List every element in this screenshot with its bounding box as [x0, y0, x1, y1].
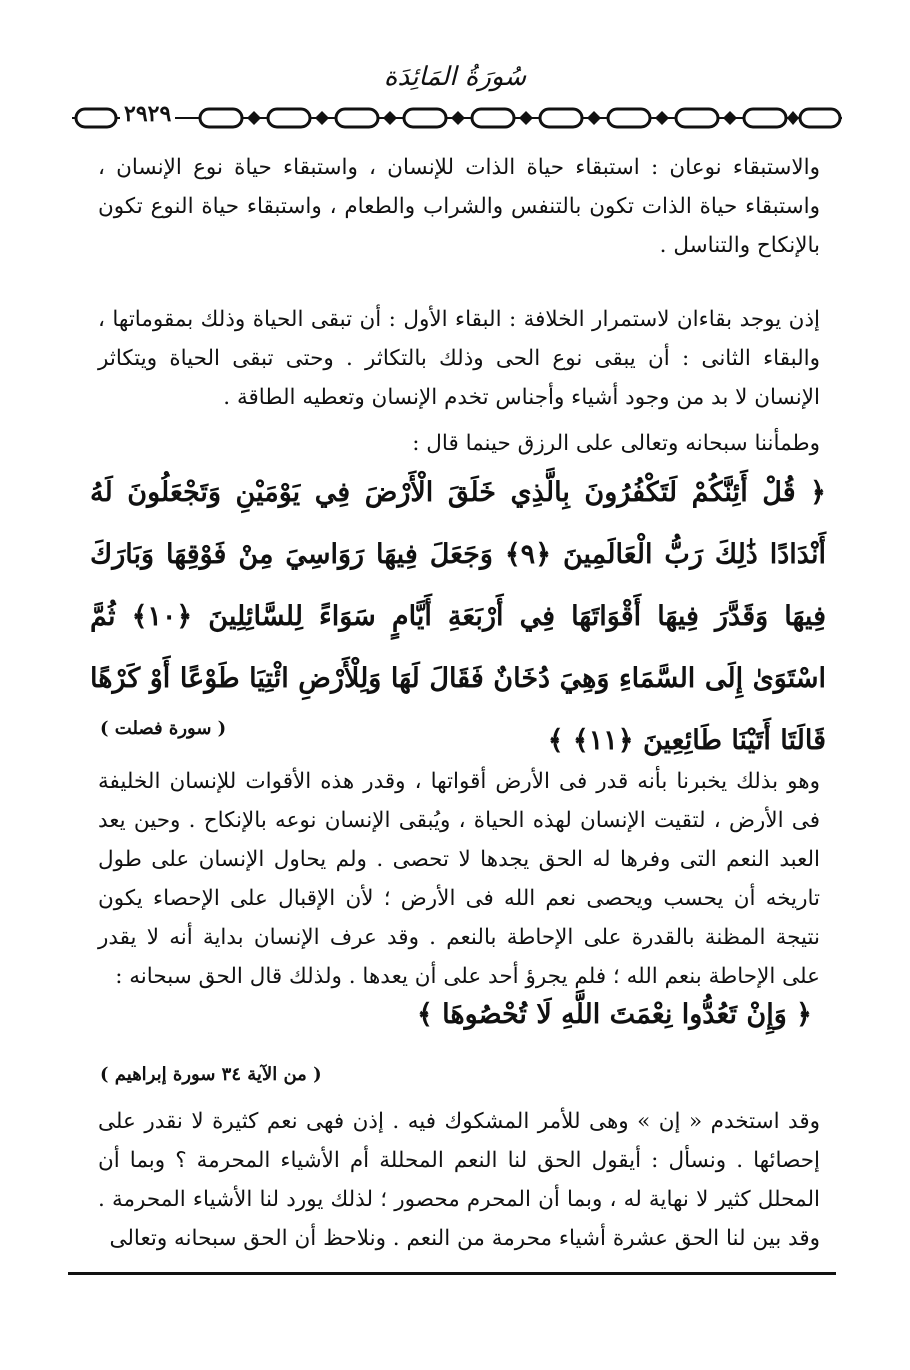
paragraph-3: وطمأننا سبحانه وتعالى على الرزق حينما قال :	[412, 431, 820, 456]
surah-title: سُورَةُ المَائِدَة	[383, 62, 527, 92]
page-number: ٢٩٢٩	[120, 101, 175, 127]
header-ornament-border	[72, 100, 842, 136]
quran-verse-fussilat: ﴿ قُلْ أَئِنَّكُمْ لَتَكْفُرُونَ بِالَّذِي خَلَقَ الْأَرْضَ فِي يَوْمَيْنِ وَتَجْعَلُونَ لَهُ أَنْدَادًا ذَٰلِكَ رَبُّ الْعَالَمِينَ ﴿٩﴾ وَجَعَلَ فِيهَا رَوَاسِيَ مِنْ فَوْقِهَا وَبَارَكَ فِيهَا وَقَدَّرَ فِيهَا أَقْوَاتَهَا فِي أَرْبَعَةِ أَيَّامٍ سَوَاءً لِلسَّائِلِينَ ﴿١٠﴾ ثُمَّ اسْتَوَىٰ إِلَى السَّمَاءِ وَهِيَ دُخَانٌ فَقَالَ لَهَا وَلِلْأَرْضِ ائْتِيَا طَوْعًا أَوْ كَرْهًا قَالَتَا أَتَيْنَا طَائِعِينَ ﴿١١﴾ ﴾	[90, 477, 826, 756]
citation-ibrahim: ( من الآية ٣٤ سورة إبراهيم )	[100, 1064, 322, 1085]
paragraph-1: والاستبقاء نوعان : استبقاء حياة الذات للإنسان ، واستبقاء حياة نوع الإنسان ، واستبقاء حياة الذات تكون بالتنفس والشراب والطعام ، واستبقاء حياة النوع تكون بالإنكاح والتناسل .	[98, 155, 820, 258]
citation-fussilat: ( سورة فصلت )	[100, 718, 227, 739]
footer-rule	[68, 1272, 836, 1275]
paragraph-5: وقد استخدم « إن » وهى للأمر المشكوك فيه . إذن فهى نعم كثيرة لا نقدر على إحصائها . ونسأل : أيقول الحق لنا النعم المحللة أم الأشياء المحرمة ؟ وبما أن المحلل كثير لا نهاية له ، وبما أن المحرم محصور ؛ لذلك يورد لنا الأشياء المحرمة . وقد بين لنا الحق عشرة أشياء محرمة من النعم . ونلاحظ أن الحق سبحانه وتعالى	[98, 1109, 820, 1251]
paragraph-2: إذن يوجد بقاءان لاستمرار الخلافة : البقاء الأول : أن تبقى الحياة وذلك بمقوماتها ، والبقاء الثانى : أن يبقى نوع الحى وذلك بالتكاثر . وحتى تبقى الحياة ويتكاثر الإنسان لا بد من وجود أشياء وأجناس تخدم الإنسان وتعطيه الطاقة .	[98, 307, 820, 410]
paragraph-4: وهو بذلك يخبرنا بأنه قدر فى الأرض أقواتها ، وقدر هذه الأقوات للإنسان الخليفة فى الأرض ، لتقيت الإنسان لهذه الحياة ، ويُبقى الإنسان نوعه بالإنكاح . وحين يعد العبد النعم التى وفرها له الحق يجدها لا تحصى . ولم يحاول الإنسان على طول تاريخه أن يحسب ويحصى نعم الله فى الأرض ؛ لأن الإقبال على الإحصاء يكون نتيجة المظنة بالقدرة على الإحاطة بالنعم . وقد عرف الإنسان بداية أنه لا يقدر على الإحاطة بنعم الله ؛ فلم يجرؤ أحد على أن يعدها . ولذلك قال الحق سبحانه :	[98, 769, 820, 989]
quran-verse-ibrahim: ﴿ وَإِنْ تَعُدُّوا نِعْمَتَ اللَّهِ لَا تُحْصُوهَا ﴾	[416, 999, 812, 1030]
